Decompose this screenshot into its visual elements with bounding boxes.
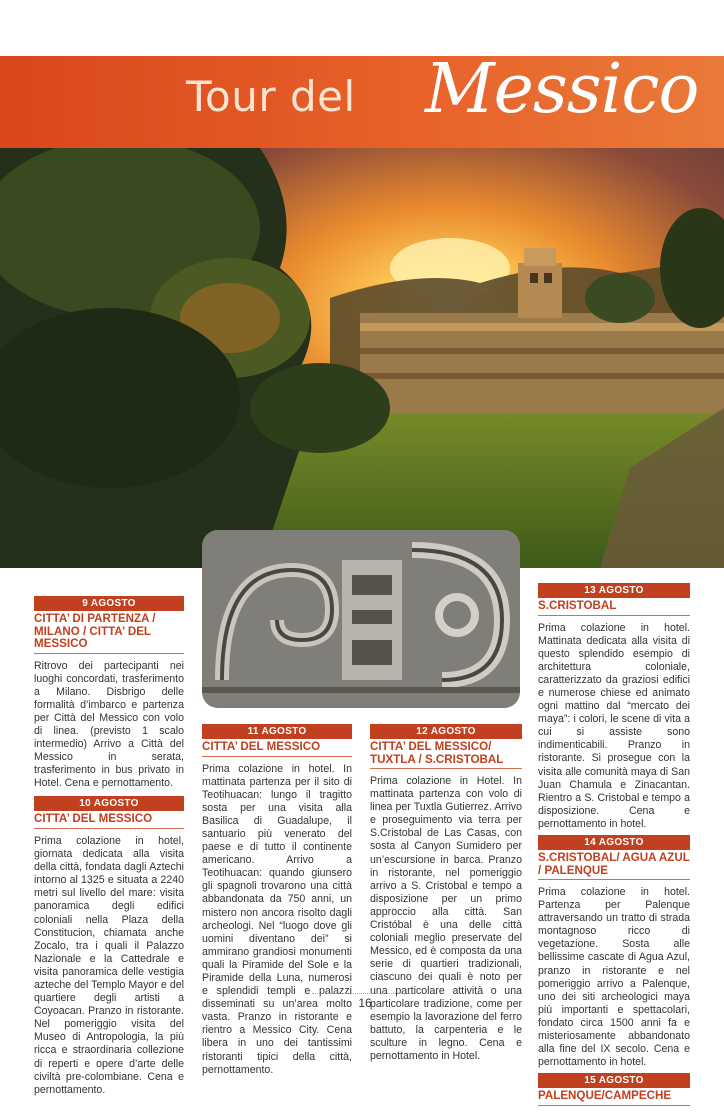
day-date: 10 AGOSTO xyxy=(34,796,184,811)
column-2 xyxy=(202,724,352,1080)
day-title: CITTA’ DEL MESSICO xyxy=(34,813,184,829)
palenque-sunset-photo xyxy=(0,148,724,568)
column-1 xyxy=(34,596,184,1100)
day-title: PALENQUE/CAMPECHE xyxy=(538,1090,690,1106)
day-text: Prima colazione in hotel. Partenza per Palenque attraversando un tratto di strada montagnoso ricco di vegetazione. Sosta alle bellissime cascate di Agua Azul, pranzo in ristorante e nel pomeriggio arrivo a Palenque, uno dei siti archeologici maya più importanti e spettacolari, fondato circa 1500 anni fa e misteriosamente abbandonato alla fine del IX secolo. Cena e pernottamento in hotel. xyxy=(538,886,690,1069)
title-banner xyxy=(0,56,724,148)
title-part1: Tour del xyxy=(186,72,356,121)
day-title: S.CRISTOBAL/ AGUA AZUL / PALENQUE xyxy=(538,852,690,880)
day-text: Ritrovo dei partecipanti nei luoghi concordati, trasferimento a Milano. Disbrigo delle formalità d’imbarco e partenza per Città del Messico con volo di linea. (previsto 1 scalo intermedio) Arrivo a Città del Messico in serata, trasferimento in bus privato in Hotel. Cena e pernottamento. xyxy=(34,659,184,790)
day-title: S.CRISTOBAL xyxy=(538,600,690,616)
day-text: Prima colazione in hotel. Mattinata dedicata alla visita di questo splendido esempio di architettura coloniale, caratterizzato da graziosi edifici e numerose chiese ed animato ogni mattino dal “mercato dei maya”: i colori, le scene di vita a cui si assiste sono indimenticabili. Pranzo in ristorante. Si prosegue con la visita alle comunità maya di San Juan Chamula e Zinacantan. Rientro a S. Cristobal e tempo a disposizione. Cena e pernottamento in hotel. xyxy=(538,621,690,830)
day-date: 11 AGOSTO xyxy=(202,724,352,739)
day-title: CITTA’ DI PARTENZA / MILANO / CITTA’ DEL MESSICO xyxy=(34,613,184,654)
maya-stone-carving-photo xyxy=(202,530,520,708)
column-4 xyxy=(538,583,690,1112)
day-text: Prima colazione in hotel, giornata dedicata alla visita della città, fondata dagli Aztechi intorno al 1325 e situata a 2240 metri sul livello del mare: visita panoramica degli edifici coloniali nella Plaza della Constitucion, chiamata anche Zocalo, tra i quali il Palazzo Nazionale e la Cattedrale e visita panoramica delle vestigia azteche del Templo Mayor e del quartiere degli artisti a Coyoacan. Pranzo in ristorante. Nel pomeriggio visita del Museo di Antropologia, la più ricca e straordinaria collezione di reperti e opere d’arte delle civiltà pre-colombiane. Cena e pernottamento. xyxy=(34,834,184,1096)
day-title: CITTA’ DEL MESSICO xyxy=(202,741,352,757)
column-3 xyxy=(370,724,522,1066)
footer-divider xyxy=(312,993,418,994)
day-date: 12 AGOSTO xyxy=(370,724,522,739)
day-date: 14 AGOSTO xyxy=(538,835,690,850)
day-text: Prima colazione in hotel. In mattinata partenza per il sito di Teotihuacan: lungo il tragitto sosta per una visita alla Basilica di Guadalupe, il santuario più venerato del paese e di tutto il continente americano. Arrivo a Teotihuacan: quando giunsero gli spagnoli trovarono una città abbandonata da 750 anni, un mistero non ancora risolto dagli archeologi. Nel “luogo dove gli uomini diventano dei” si ammirano grandiosi monumenti quali la Piramide del Sole e la Piramide della Luna, numerosi e splendidi templi e palazzi disseminati su un’area molto vasta. Pranzo in ristorante e rientro a Messico City. Cena libera in uno dei tantissimi ristoranti tipici della città, pernottamento. xyxy=(202,762,352,1076)
day-date: 13 AGOSTO xyxy=(538,583,690,598)
day-date: 9 AGOSTO xyxy=(34,596,184,611)
title-part2: Messico xyxy=(425,56,699,129)
day-title: CITTA’ DEL MESSICO/ TUXTLA / S.CRISTOBAL xyxy=(370,741,522,769)
page-number: 16 xyxy=(358,996,372,1010)
day-text: Prima colazione in Hotel. In mattinata partenza con volo di linea per Tuxtla Gutierrez. Arrivo e proseguimento via terra per S.Cristobal de Las Casas, con sosta al Canyon Sumidero per un’escursione in barca. Pranzo in ristorante, nel pomeriggio arrivo a S. Cristobal e tempo a disposizione per un primo approccio alla città. San Cristóbal è una delle città coloniali meglio preservate del Messico, ed è composta da una serie di quartieri tradizionali, ciascuno dei quali è noto per una particolare attività o una particolare tradizione, come per esempio la lavorazione del ferro battuto, la carpenteria e le sculture in legno. Cena e pernottamento in Hotel. xyxy=(370,775,522,1062)
day-date: 15 AGOSTO xyxy=(538,1073,690,1088)
